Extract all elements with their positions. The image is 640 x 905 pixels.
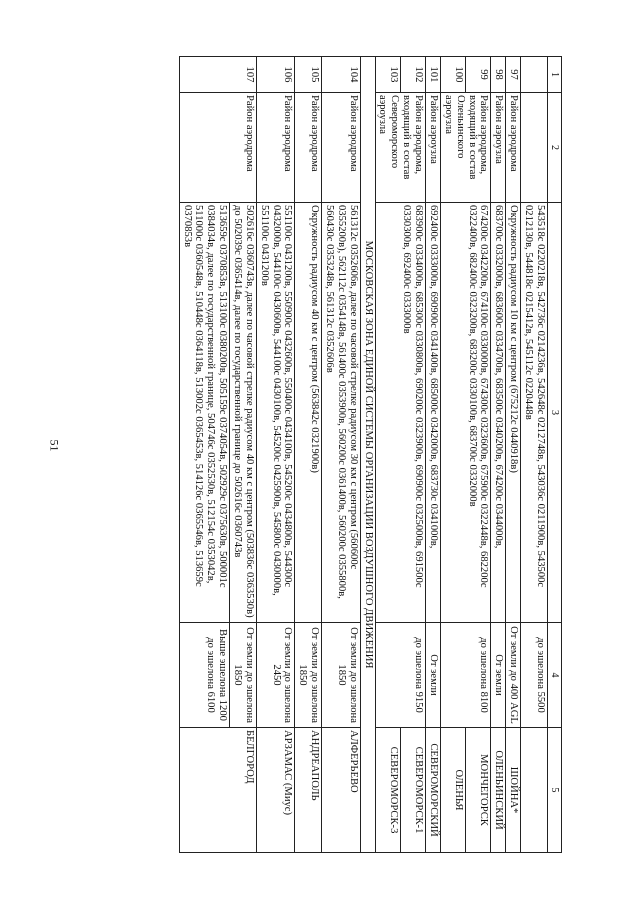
table-row xyxy=(506,57,521,853)
col-2: 2 xyxy=(547,93,561,203)
coords-cell: 502616с 0360743в, далее по часовой стрелке радиусом 40 км с центром (503836с 0363530в) до 502039с 0365414в, далее по государственной границе до 502616с 0360743в xyxy=(230,203,257,623)
table-row xyxy=(230,57,257,853)
row-number: 104 xyxy=(322,57,361,93)
row-number: 98 xyxy=(491,57,506,93)
rotated-table-page xyxy=(100,56,562,852)
col-1: 1 xyxy=(547,57,561,93)
altitude-cell: до эшелона 5500 xyxy=(521,623,548,728)
coords-cell: 683900с 0334000в, 685300с 0330800в, 690200с 0323900в, 690900с 0325000в, 691500с 0330300в, 692400с 0333000в xyxy=(375,203,425,623)
table-row-continuation xyxy=(521,57,548,853)
altitude-cell: От земли xyxy=(426,623,441,728)
area-type: Район аэродрома, входящий в состав Североморского аэроузла xyxy=(375,93,425,203)
zone-header-row xyxy=(360,57,375,853)
aerodrome-name: СЕВЕРОМОРСК-3 xyxy=(375,728,400,853)
coords-cell: Окружность радиусом 10 км с центром (675212с 0440918в) xyxy=(506,203,521,623)
aerodrome-name: СЕВЕРОМОРСК-1 xyxy=(400,728,425,853)
altitude-cell: до эшелона 9150 xyxy=(375,623,425,728)
table-row xyxy=(400,57,425,853)
altitude-cell: От земли до 400 AGL xyxy=(506,623,521,728)
area-type: Район аэродрома xyxy=(295,93,322,203)
altitude-cell: От земли до эшелона 1850 xyxy=(295,623,322,728)
coords-cell: 561312с 0352606в, далее по часовой стрелке радиусом 30 км с центром (560600с 0355200в), 562112с 0354148в, 561400с 0353900в, 560200с 0361400в, 560200с 0355800в, 560430с 0353248в, 561312с 0352606в xyxy=(322,203,361,623)
row-number: 103 xyxy=(375,57,400,93)
table-row xyxy=(491,57,506,853)
aerodrome-name: ОЛЕНЬИНСКИЙ xyxy=(491,728,506,853)
area-type: Район аэроузла xyxy=(491,93,506,203)
coords-cell: Окружность радиусом 40 км с центром (563842с 0321900в) xyxy=(295,203,322,623)
row-number: 97 xyxy=(506,57,521,93)
altitude-cell: От земли до эшелона 1850 xyxy=(322,623,361,728)
col-3: 3 xyxy=(547,203,561,623)
airspace-table xyxy=(179,56,562,853)
altitude-cell: От земли xyxy=(491,623,506,728)
aerodrome-name: БЕЛГОРОД xyxy=(179,728,256,853)
altitude-cell: От земли до эшелона 2450 xyxy=(256,623,295,728)
row-number: 100 xyxy=(440,57,465,93)
area-type: Район аэродрома xyxy=(179,93,256,203)
row-number: 102 xyxy=(400,57,425,93)
coords-cell: 683700с 0332000в, 683600с 0334700в, 683500с 0340200в, 674200с 0344000в, xyxy=(491,203,506,623)
area-type: Район аэроузла xyxy=(426,93,441,203)
altitude-cell: до эшелона 8100 xyxy=(440,623,490,728)
area-type: Район аэродрома, входящий в состав Оленьинского аэроузла xyxy=(440,93,490,203)
col-5: 5 xyxy=(547,728,561,853)
aerodrome-name: ШОЙНА* xyxy=(506,728,521,853)
table-row xyxy=(426,57,441,853)
aerodrome-name: АНДРЕАПОЛЬ xyxy=(295,728,322,853)
row-number: 105 xyxy=(295,57,322,93)
row-number: 99 xyxy=(466,57,491,93)
page-number: 51 xyxy=(47,439,62,452)
zone-header: МОСКОВСКАЯ ЗОНА ЕДИНОЙ СИСТЕМЫ ОРГАНИЗАЦИИ ВОЗДУШНОГО ДВИЖЕНИЯ xyxy=(360,57,375,853)
coords-cell: 692400с 0333000в, 690900с 0341400в, 685000с 0342000в, 683730с 0341000в, xyxy=(426,203,441,623)
table-row xyxy=(322,57,361,853)
row-number: 106 xyxy=(256,57,295,93)
aerodrome-name: АРЗАМАС (Миус) xyxy=(256,728,295,853)
altitude-cell: От земли до эшелона 1850 xyxy=(230,623,257,728)
aerodrome-name: МОНЧЕГОРСК xyxy=(466,728,491,853)
aerodrome-name: ОЛЕНЬЯ xyxy=(440,728,465,853)
coords-cell: 513659с 0370853в, 513100с 0380200в, 505159с 0374054в, 502929с 0375630в, 500001с 0384034в, далее по государственной границе, 504746с 0352530в, 512154с 0353042в, 511000с 0360548в, 510448с 0364118в, 513002с 0365453в, 514126с 0365546в, 513659с 0370853в xyxy=(179,203,229,623)
coords-cell: 674200с 0342200в, 674100с 0330000в, 674300с 0323600в, 675900с 0322448в, 682200с 0322400в, 682400с 0323200в, 683200с 0330100в, 683700с 0332000в xyxy=(440,203,490,623)
area-type: Район аэродрома xyxy=(506,93,521,203)
column-number-row xyxy=(547,57,561,853)
coords-cell: 543518с 0220218в, 542736с 0214236в, 542648с 0212748в, 543036с 0211900в, 543500с 0212130в, 544818с 0215412в, 545112с 0220448в xyxy=(521,203,548,623)
coords-cell: 551100с 0431200в, 550900с 0432600в, 550400с 0434100в, 545200с 0434800в, 544300с 0432000в, 544100с 0430600в, 544100с 0430100в, 545200с 0425900в, 545800с 0430000в, 551100с 0431200в xyxy=(256,203,295,623)
col-4: 4 xyxy=(547,623,561,728)
table-row xyxy=(466,57,491,853)
table-row xyxy=(295,57,322,853)
row-number: 101 xyxy=(426,57,441,93)
table-row xyxy=(256,57,295,853)
area-type: Район аэродрома xyxy=(256,93,295,203)
aerodrome-name: АЛФЕРЬЕВО xyxy=(322,728,361,853)
altitude-cell: Выше эшелона 1200 до эшелона 6100 xyxy=(179,623,229,728)
aerodrome-name: СЕВЕРОМОРСКИЙ xyxy=(426,728,441,853)
row-number: 107 xyxy=(179,57,256,93)
area-type: Район аэродрома xyxy=(322,93,361,203)
